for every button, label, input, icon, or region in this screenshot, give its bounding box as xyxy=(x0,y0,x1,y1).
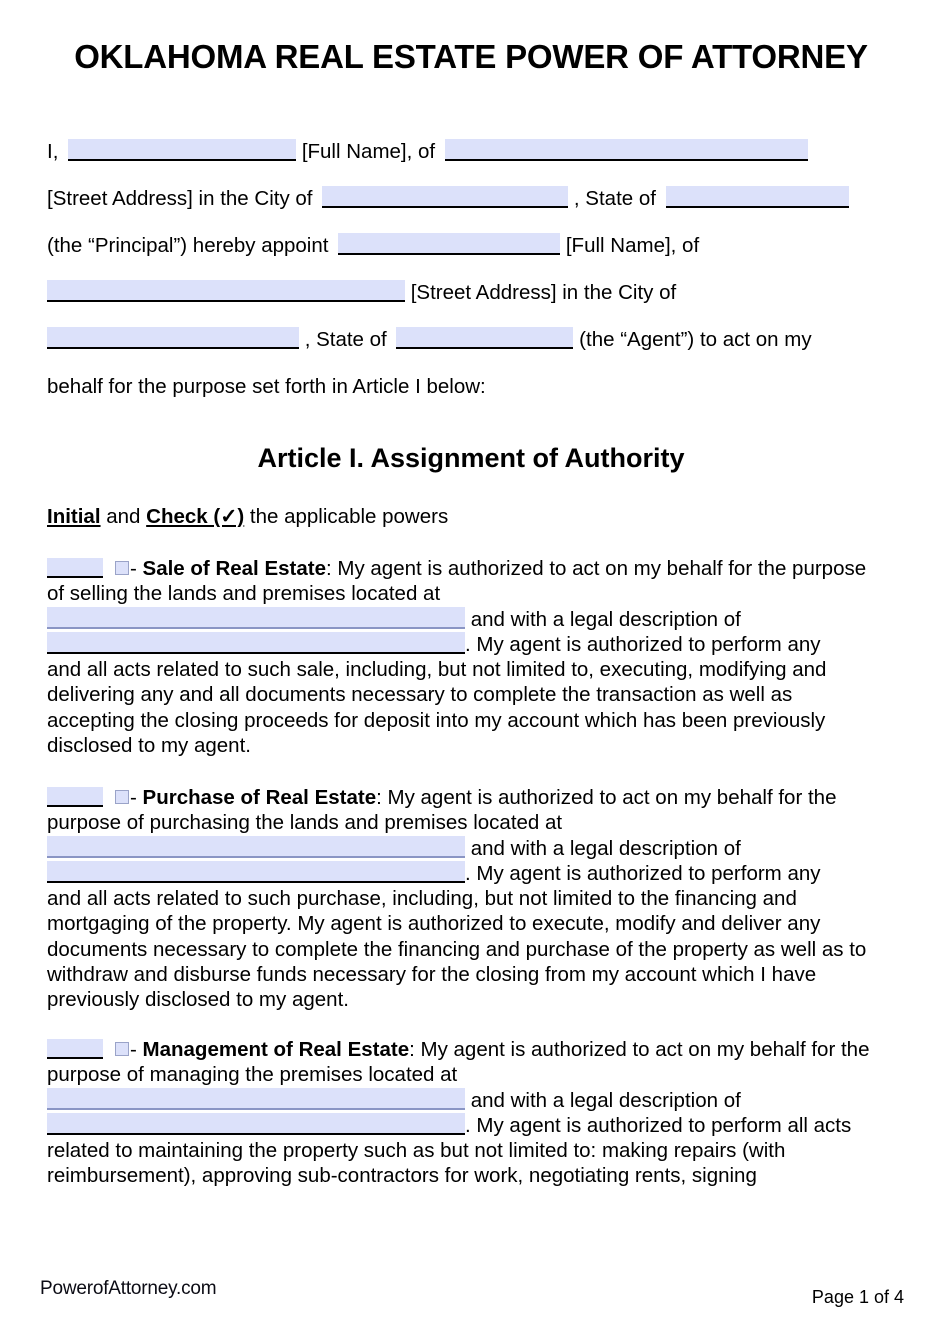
purchase-property-address-field[interactable] xyxy=(47,836,465,858)
management-intro-text: My agent is authorized to act on my behalf for the purpose of managing the premises located at xyxy=(47,1038,870,1087)
article-heading: Article I. Assignment of Authority xyxy=(257,443,685,473)
instruction-initial-label: Initial xyxy=(47,505,101,528)
management-legal-desc-line xyxy=(47,1113,880,1138)
sale-legal-desc-line xyxy=(47,632,880,657)
sale-title: Sale of Real Estate xyxy=(142,557,326,580)
principal-state-field[interactable] xyxy=(666,186,849,208)
intro-line-4 xyxy=(47,269,877,316)
intro-line3-suffix: [Full Name], of xyxy=(565,234,700,257)
purchase-mid-text: and with a legal description of xyxy=(470,836,741,860)
agent-street-address-field[interactable] xyxy=(47,280,405,302)
management-checkbox[interactable] xyxy=(115,1042,129,1056)
intro-line5-middle: , State of xyxy=(304,328,387,351)
intro-line4-suffix: [Street Address] in the City of xyxy=(410,281,677,304)
management-mid-text: and with a legal description of xyxy=(470,1088,741,1112)
principal-full-name-field[interactable] xyxy=(68,139,296,161)
instruction-check-label: Check (✓) xyxy=(146,505,245,528)
sale-mid-text: and with a legal description of xyxy=(470,607,741,631)
management-address-line xyxy=(47,1088,880,1113)
power-section-purchase xyxy=(47,785,880,1013)
principal-street-address-field[interactable] xyxy=(445,139,808,161)
agent-city-field[interactable] xyxy=(47,327,299,349)
purchase-title: Purchase of Real Estate xyxy=(142,786,377,809)
sale-first-line xyxy=(47,556,880,607)
purchase-title-suffix: : xyxy=(376,786,382,809)
intro-line-2 xyxy=(47,175,877,222)
agent-full-name-field[interactable] xyxy=(338,233,560,255)
sale-intro-text: My agent is authorized to act on my behalf for the purpose of selling the lands and premises located at xyxy=(47,557,867,606)
management-first-line xyxy=(47,1037,880,1088)
intro-block xyxy=(47,128,877,410)
management-tail-text: related to maintaining the property such as but not limited to: making repairs (with reimbursement), approving sub-contractors for work, negotiating rents, signing xyxy=(47,1139,786,1188)
intro-line-5 xyxy=(47,316,877,363)
sale-title-suffix: : xyxy=(325,557,332,580)
management-after-blank-text: . My agent is authorized to perform all acts xyxy=(465,1113,852,1137)
intro-line1-middle: [Full Name], of xyxy=(301,140,436,163)
footer-logo[interactable]: PowerofAttorney.com xyxy=(40,1278,217,1299)
purchase-checkbox[interactable] xyxy=(115,790,129,804)
instruction-rest-label: the applicable powers xyxy=(244,505,449,528)
purchase-legal-desc-line xyxy=(47,861,880,886)
purchase-address-line xyxy=(47,836,880,861)
management-title: Management of Real Estate xyxy=(142,1038,410,1061)
intro-line-1 xyxy=(47,128,877,175)
power-section-sale xyxy=(47,556,880,758)
principal-city-field[interactable] xyxy=(322,186,568,208)
intro-line3-prefix: (the “Principal”) hereby appoint xyxy=(47,234,329,257)
intro-line-3 xyxy=(47,222,877,269)
sale-tail-text: and all acts related to such sale, including, but not limited to, executing, modifying and delivering any and all documents necessary to complete the transaction as well as accepting the closing proceeds for deposit into my account which has been previously disclosed to my agent. xyxy=(47,658,827,758)
agent-state-field[interactable] xyxy=(396,327,573,349)
sale-legal-description-field[interactable] xyxy=(47,632,465,654)
purchase-legal-description-field[interactable] xyxy=(47,861,465,883)
purchase-after-blank-text: . My agent is authorized to perform any xyxy=(465,861,821,885)
management-dash: - xyxy=(130,1038,137,1061)
power-section-management xyxy=(47,1037,880,1189)
intro-line2-middle: , State of xyxy=(573,187,656,210)
management-property-address-field[interactable] xyxy=(47,1088,465,1110)
sale-checkbox[interactable] xyxy=(115,561,129,575)
sale-initials-field[interactable] xyxy=(47,558,103,578)
intro-line2-prefix: [Street Address] in the City of xyxy=(47,187,313,210)
purchase-intro-text: My agent is authorized to act on my behalf for the purpose of purchasing the lands and premises located at xyxy=(47,786,837,835)
management-title-suffix: : xyxy=(409,1038,415,1061)
instruction-and-label: and xyxy=(100,505,147,528)
intro-line5-suffix: (the “Agent”) to act on my xyxy=(579,328,812,351)
intro-line1-prefix: I, xyxy=(47,140,59,163)
sale-address-line xyxy=(47,607,880,632)
management-legal-description-field[interactable] xyxy=(47,1113,465,1135)
sale-after-blank-text: . My agent is authorized to perform any xyxy=(465,632,821,656)
instruction-line xyxy=(47,504,448,529)
management-initials-field[interactable] xyxy=(47,1039,103,1059)
purchase-initials-field[interactable] xyxy=(47,787,103,807)
sale-dash: - xyxy=(130,557,137,580)
purchase-first-line xyxy=(47,785,880,836)
sale-property-address-field[interactable] xyxy=(47,607,465,629)
page-title: OKLAHOMA REAL ESTATE POWER OF ATTORNEY xyxy=(74,38,868,75)
purchase-tail-text: and all acts related to such purchase, including, but not limited to the financing and mortgaging of the property. My agent is authorized to execute, modify and deliver any documents necessary to complete the financing and purchase of the property as well as to withdraw and disburse funds necessary for the closing from my account which I have previously disclosed to my agent. xyxy=(47,887,867,1012)
intro-line-6: behalf for the purpose set forth in Article I below: xyxy=(47,375,486,398)
purchase-dash: - xyxy=(130,786,137,809)
footer-page-number: Page 1 of 4 xyxy=(811,1287,904,1307)
